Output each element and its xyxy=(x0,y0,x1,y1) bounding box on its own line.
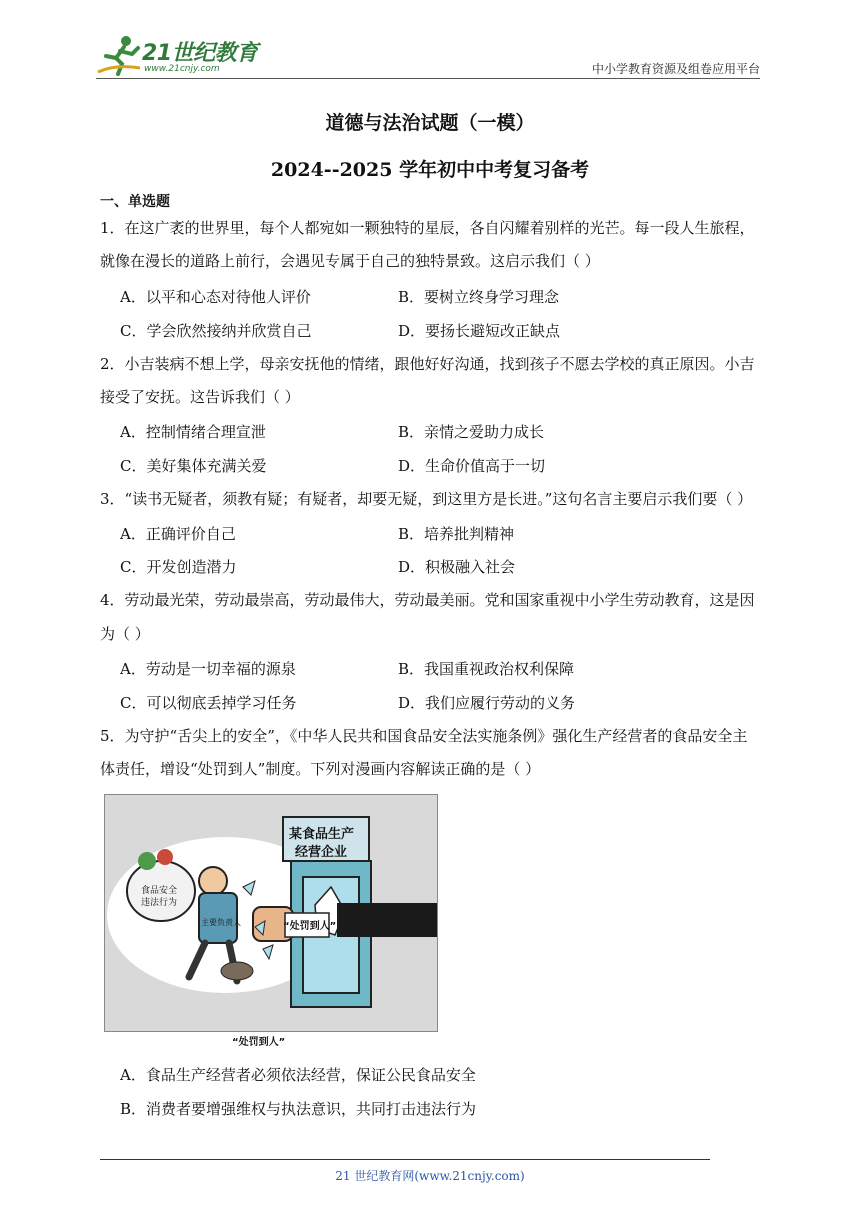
question-4-line-1: 4．劳动最光荣，劳动最崇高，劳动最伟大，劳动最美丽。党和国家重视中小学生劳动教育，这是因 xyxy=(100,591,755,609)
question-5-line-2: 体责任，增设“处罚到人”制度。下列对漫画内容解读正确的是（ ） xyxy=(100,760,541,778)
question-3-option-c[interactable]: C．开发创造潜力 xyxy=(120,558,237,576)
question-3-option-a[interactable]: A．正确评价自己 xyxy=(120,525,236,543)
question-2-option-d[interactable]: D．生命价值高于一切 xyxy=(398,457,546,475)
question-4-line-2: 为（ ） xyxy=(100,625,150,643)
building-sign-line-1: 某食品生产 xyxy=(289,827,355,842)
question-2-option-a[interactable]: A．控制情绪合理宣泄 xyxy=(120,423,266,441)
question-4-option-b[interactable]: B．我国重视政治权利保障 xyxy=(398,660,575,678)
question-5-line-1: 5．为守护“舌尖上的安全”，《中华人民共和国食品安全法实施条例》强化生产经营者的食品安全主 xyxy=(100,727,748,745)
building-sign-line-2: 经营企业 xyxy=(295,845,348,860)
sack-label-line-1: 食品安全 xyxy=(141,886,178,896)
page-subtitle: 2024--2025 学年初中中考复习备考 xyxy=(270,159,590,181)
cartoon-drawing xyxy=(105,795,437,1031)
question-1-line-2: 就像在漫长的道路上前行，会遇见专属于自己的独特景致。这启示我们（ ） xyxy=(100,252,600,270)
question-5-option-a[interactable]: A．食品生产经营者必须依法经营，保证公民食品安全 xyxy=(120,1066,476,1084)
question-1-line-1: 1．在这广袤的世界里，每个人都宛如一颗独特的星辰，各自闪耀着别样的光芒。每一段人生旅程， xyxy=(100,219,755,237)
logo-url: www.21cnjy.com xyxy=(144,64,220,74)
question-1-option-a[interactable]: A．以平和心态对待他人评价 xyxy=(120,288,311,306)
question-2-line-2: 接受了安抚。这告诉我们（ ） xyxy=(100,388,300,406)
sack-label-line-2: 违法行为 xyxy=(141,898,178,908)
header-divider xyxy=(96,78,760,79)
person-label: 主要负责人 xyxy=(201,918,241,927)
footer-divider xyxy=(100,1159,710,1160)
question-4-option-a[interactable]: A．劳动是一切幸福的源泉 xyxy=(120,660,296,678)
platform-label: 中小学教育资源及组卷应用平台 xyxy=(591,62,760,76)
question-4-option-d[interactable]: D．我们应履行劳动的义务 xyxy=(398,694,576,712)
question-1-option-c[interactable]: C．学会欣然接纳并欣赏自己 xyxy=(120,322,312,340)
question-2-option-b[interactable]: B．亲情之爱助力成长 xyxy=(398,423,545,441)
question-3-option-d[interactable]: D．积极融入社会 xyxy=(398,558,516,576)
site-logo xyxy=(96,34,266,80)
question-1-option-b[interactable]: B．要树立终身学习理念 xyxy=(398,288,560,306)
question-4-option-c[interactable]: C．可以彻底丢掉学习任务 xyxy=(120,694,297,712)
page-header xyxy=(96,30,760,80)
cartoon-illustration xyxy=(104,794,438,1032)
question-3-option-b[interactable]: B．培养批判精神 xyxy=(398,525,515,543)
runner-logo-icon xyxy=(96,34,142,76)
question-2-option-c[interactable]: C．美好集体充满关爱 xyxy=(120,457,267,475)
cartoon-caption: “处罚到人” xyxy=(232,1037,286,1048)
footer-link[interactable]: 21 世纪教育网(www.21cnjy.com) xyxy=(335,1169,525,1183)
question-5-option-b[interactable]: B．消费者要增强维权与执法意识，共同打击违法行为 xyxy=(120,1100,477,1118)
question-3-line-1: 3．“读书无疑者，须教有疑；有疑者，却要无疑，到这里方是长进。”这句名言主要启示我们要（ ） xyxy=(100,490,753,508)
page-title: 道德与法治试题（一模） xyxy=(325,112,535,134)
section-heading: 一、单选题 xyxy=(100,194,170,210)
fist-label: “处罚到人” xyxy=(283,921,337,932)
logo-text: 21世纪教育 xyxy=(142,41,258,66)
question-1-option-d[interactable]: D．要扬长避短改正缺点 xyxy=(398,322,561,340)
question-2-line-1: 2．小吉装病不想上学，母亲安抚他的情绪，跟他好好沟通，找到孩子不愿去学校的真正原因。小吉 xyxy=(100,355,755,373)
